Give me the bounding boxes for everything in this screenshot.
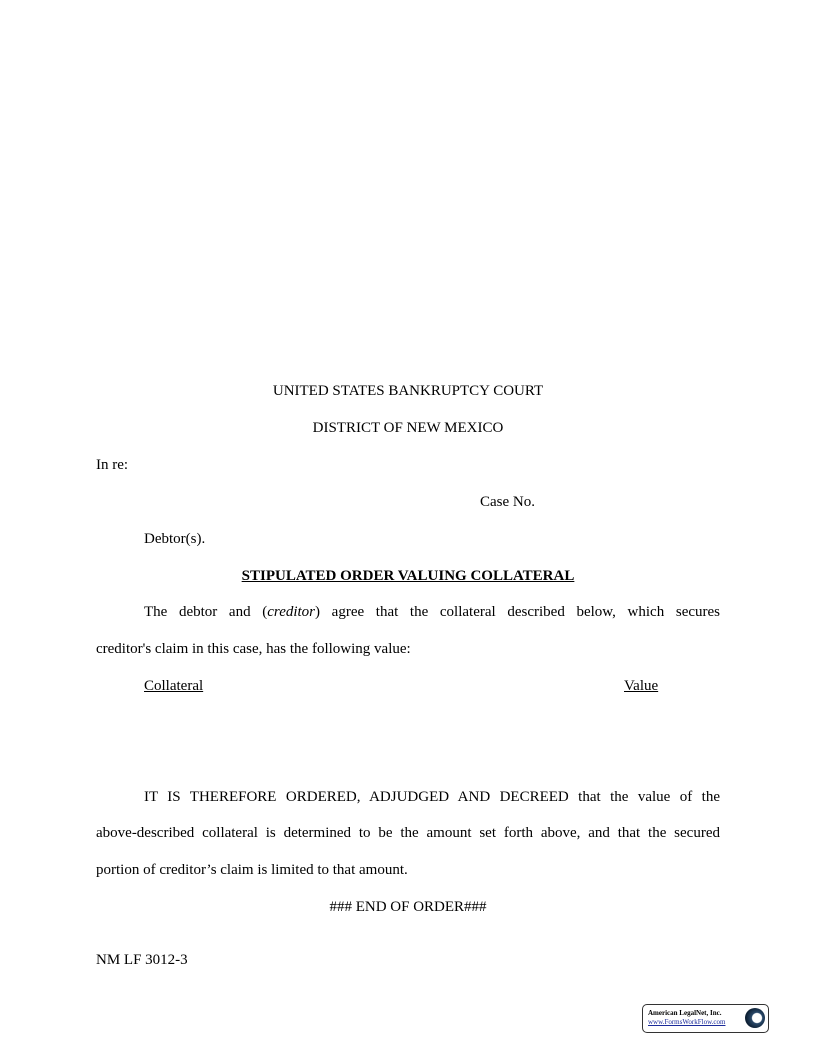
logo-company: American LegalNet, Inc. bbox=[648, 1009, 722, 1017]
creditor-placeholder: creditor bbox=[267, 604, 316, 620]
paragraph-2-line-1: IT IS THEREFORE ORDERED, ADJUDGED AND DECREED that the value of the bbox=[144, 789, 720, 805]
collateral-header: Collateral bbox=[144, 678, 204, 694]
american-legalnet-logo[interactable] bbox=[642, 1004, 769, 1033]
case-number-label: Case No. bbox=[480, 494, 535, 510]
paragraph-2-line-3: portion of creditor’s claim is limited to that amount. bbox=[96, 862, 408, 878]
form-id: NM LF 3012-3 bbox=[96, 952, 188, 968]
globe-icon bbox=[745, 1008, 765, 1028]
end-of-order: ### END OF ORDER### bbox=[329, 899, 487, 915]
value-header: Value bbox=[624, 678, 659, 694]
paragraph-1-line-2: creditor's claim in this case, has the following value: bbox=[96, 641, 411, 657]
debtor-label: Debtor(s). bbox=[144, 531, 206, 547]
district-name: DISTRICT OF NEW MEXICO bbox=[312, 420, 504, 436]
document-title: STIPULATED ORDER VALUING COLLATERAL bbox=[241, 568, 575, 584]
court-name: UNITED STATES BANKRUPTCY COURT bbox=[272, 383, 544, 399]
text: The debtor and ( bbox=[144, 604, 268, 620]
paragraph-1-line-1 bbox=[144, 603, 720, 621]
paragraph-2-line-2: above-described collateral is determined to be the amount set forth above, and that the secured bbox=[96, 825, 720, 841]
logo-url-link[interactable]: www.FormsWorkFlow.com bbox=[648, 1018, 726, 1026]
in-re-label: In re: bbox=[96, 457, 129, 473]
text: ) agree that the collateral described below, which secures bbox=[315, 604, 720, 620]
